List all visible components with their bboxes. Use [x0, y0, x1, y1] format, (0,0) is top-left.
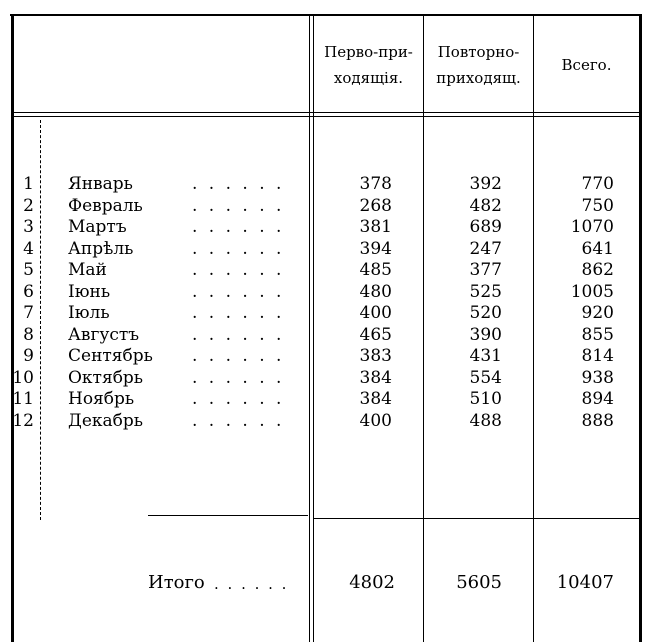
header-first-line2: ходящія. — [333, 69, 404, 87]
leader-dots: . . . . . . — [192, 324, 285, 345]
repeat-visit-count: 390 — [469, 324, 502, 345]
table-row — [0, 368, 649, 389]
table-row — [0, 174, 649, 195]
month-name: Іюнь — [68, 281, 111, 302]
first-visit-count: 268 — [359, 195, 392, 216]
leader-dots: . . . . . . — [192, 217, 285, 237]
repeat-visit-count: 689 — [469, 217, 502, 237]
leader-dots: . . . . . . — [192, 367, 285, 388]
first-visit-count: 480 — [359, 281, 392, 302]
month-name: Іюль — [68, 303, 110, 323]
header-total — [534, 30, 639, 100]
row-number: 11 — [12, 389, 34, 409]
row-number: 3 — [23, 217, 34, 237]
row-number: 4 — [23, 238, 34, 259]
header-first-line1: Перво-при- — [324, 43, 413, 61]
row-number: 10 — [12, 367, 34, 388]
row-number: 1 — [23, 174, 34, 194]
leader-dots: . . . . . . — [192, 174, 285, 194]
table-row — [0, 346, 649, 367]
month-name: Мартъ — [68, 217, 127, 237]
totals-repeat: 5605 — [456, 572, 502, 593]
repeat-visit-count: 554 — [469, 367, 502, 388]
month-name: Августъ — [68, 324, 140, 345]
row-number: 6 — [23, 281, 34, 302]
total-count: 770 — [581, 174, 614, 194]
header-rule-b — [11, 116, 642, 117]
month-name: Ноябрь — [68, 389, 135, 409]
table-row — [0, 389, 649, 410]
table-row — [0, 196, 649, 217]
leader-dots: . . . . . . — [192, 389, 285, 409]
repeat-visit-count: 377 — [469, 260, 502, 280]
repeat-visit-count: 392 — [469, 174, 502, 194]
header-repeat-line2: приходящ. — [436, 69, 521, 87]
header-rule-a — [11, 112, 642, 113]
row-number: 12 — [12, 410, 34, 431]
top-border — [10, 14, 642, 16]
month-name: Апрѣль — [68, 238, 134, 259]
row-number: 2 — [23, 195, 34, 216]
total-count: 1070 — [570, 217, 614, 237]
first-visit-count: 381 — [359, 217, 392, 237]
first-visit-count: 383 — [359, 346, 392, 366]
header-total-label: Всего. — [561, 56, 612, 74]
leader-dots: . . . . . . — [192, 410, 285, 431]
row-number: 9 — [23, 346, 34, 366]
repeat-visit-count: 520 — [469, 303, 502, 323]
row-number: 5 — [23, 260, 34, 280]
total-count: 920 — [581, 303, 614, 323]
month-name: Февраль — [68, 195, 143, 216]
header-repeat-line1: Повторно- — [437, 43, 520, 61]
repeat-visit-count: 488 — [469, 410, 502, 431]
table-row — [0, 239, 649, 260]
month-name: Декабрь — [68, 410, 144, 431]
table-row — [0, 303, 649, 324]
leader-dots: . . . . . . — [192, 195, 285, 216]
total-count: 1005 — [570, 281, 614, 302]
total-count: 938 — [581, 367, 614, 388]
header-first-visit — [314, 30, 423, 100]
repeat-visit-count: 510 — [469, 389, 502, 409]
sum-rule-values — [314, 518, 639, 519]
row-number: 7 — [23, 303, 34, 323]
total-count: 862 — [581, 260, 614, 280]
total-count: 888 — [581, 410, 614, 431]
month-name: Октябрь — [68, 367, 144, 388]
repeat-visit-count: 431 — [469, 346, 502, 366]
totals-first: 4802 — [349, 572, 395, 593]
header-repeat-visit — [424, 30, 533, 100]
total-count: 750 — [581, 195, 614, 216]
total-count: 814 — [581, 346, 614, 366]
sum-rule-names — [148, 515, 308, 516]
row-number: 8 — [23, 324, 34, 345]
first-visit-count: 384 — [359, 389, 392, 409]
totals-label: Итого — [148, 572, 205, 593]
total-count: 894 — [581, 389, 614, 409]
leader-dots: . . . . . . — [192, 238, 285, 259]
table-row — [0, 217, 649, 238]
repeat-visit-count: 525 — [469, 281, 502, 302]
leader-dots: . . . . . . — [192, 303, 285, 323]
leader-dots: . . . . . . — [192, 346, 285, 366]
table-row — [0, 282, 649, 303]
month-name: Сентябрь — [68, 346, 153, 366]
repeat-visit-count: 247 — [469, 238, 502, 259]
total-count: 855 — [581, 324, 614, 345]
total-count: 641 — [581, 238, 614, 259]
first-visit-count: 400 — [359, 303, 392, 323]
leader-dots: . . . . . . — [192, 260, 285, 280]
repeat-visit-count: 482 — [469, 195, 502, 216]
month-name: Январь — [68, 174, 133, 194]
first-visit-count: 465 — [359, 324, 392, 345]
table-row — [0, 325, 649, 346]
first-visit-count: 378 — [359, 174, 392, 194]
totals-dots: . . . . . . — [214, 575, 289, 593]
leader-dots: . . . . . . — [192, 281, 285, 302]
table-row — [0, 260, 649, 281]
first-visit-count: 394 — [359, 238, 392, 259]
first-visit-count: 485 — [359, 260, 392, 280]
first-visit-count: 400 — [359, 410, 392, 431]
table-row — [0, 411, 649, 432]
first-visit-count: 384 — [359, 367, 392, 388]
totals-total: 10407 — [556, 572, 614, 593]
month-name: Май — [68, 260, 107, 280]
